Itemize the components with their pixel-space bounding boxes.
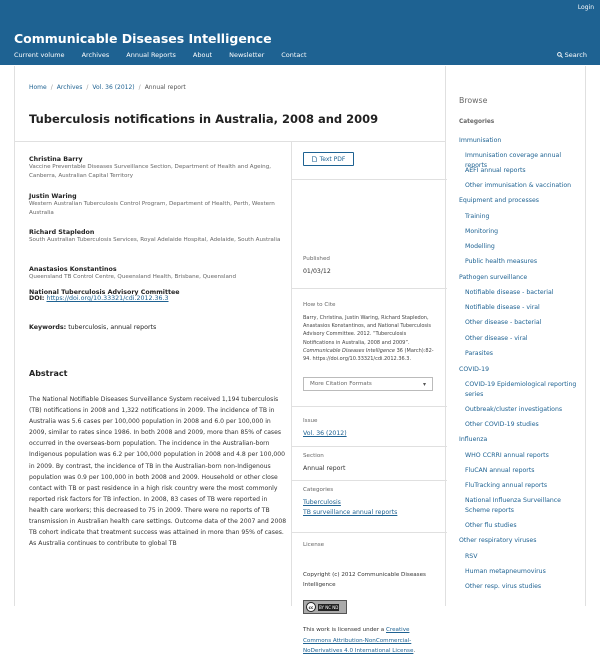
nav-annual-reports[interactable]: Annual Reports bbox=[126, 51, 176, 59]
site-title[interactable]: Communicable Diseases Intelligence bbox=[14, 31, 272, 46]
sidebar-subcategory[interactable]: Other resp. virus studies bbox=[465, 583, 542, 590]
sidebar-subcategory[interactable]: Outbreak/cluster investigations bbox=[465, 406, 563, 413]
category-link[interactable]: TB surveillance annual reports bbox=[303, 509, 398, 516]
divider bbox=[292, 288, 447, 289]
main-nav bbox=[14, 51, 324, 59]
sidebar-category[interactable]: Equipment and processes bbox=[459, 197, 539, 204]
sidebar-subcategory[interactable]: Other disease - viral bbox=[465, 335, 528, 342]
cc-badge-text: BY NC ND bbox=[319, 604, 339, 610]
license-suffix: . bbox=[413, 648, 416, 655]
section-value: Annual report bbox=[303, 465, 346, 472]
login-link[interactable]: Login bbox=[577, 4, 594, 11]
sidebar-subcategory[interactable]: RSV bbox=[465, 553, 478, 560]
sidebar-category[interactable]: COVID-19 bbox=[459, 366, 490, 373]
doi-line bbox=[29, 295, 169, 302]
search-icon bbox=[557, 52, 563, 58]
breadcrumb-volume[interactable]: Vol. 36 (2012) bbox=[92, 84, 135, 91]
nav-current-volume[interactable]: Current volume bbox=[14, 51, 65, 59]
sidebar-subcategory[interactable]: Notifiable disease - viral bbox=[465, 304, 540, 311]
license-label: License bbox=[303, 542, 325, 548]
citation-journal: Communicable Diseases Intelligence bbox=[303, 347, 396, 354]
doi-label: DOI: bbox=[29, 295, 45, 302]
sidebar-subcategory[interactable]: Other disease - bacterial bbox=[465, 319, 542, 326]
breadcrumb-archives[interactable]: Archives bbox=[56, 84, 83, 91]
sidebar-subcategory[interactable]: AEFI annual reports bbox=[465, 167, 526, 174]
author-affiliation: South Australian Tuberculosis Services, Royal Adelaide Hospital, Adelaide, South Australia bbox=[29, 237, 281, 243]
doi-link[interactable]: https://doi.org/10.33321/cdi.2012.36.3 bbox=[46, 295, 169, 302]
author-affiliation: Queensland TB Control Centre, Queensland Health, Brisbane, Queensland bbox=[29, 274, 237, 280]
divider bbox=[292, 480, 447, 481]
keywords-label: Keywords: bbox=[29, 324, 67, 331]
browse-heading: Browse bbox=[459, 96, 488, 105]
citation-text bbox=[303, 314, 435, 363]
article-details bbox=[291, 142, 446, 655]
citation-formats-label: More Citation Formats bbox=[310, 381, 372, 387]
search-label: Search bbox=[564, 51, 587, 59]
license-link[interactable]: Creative Commons Attribution-NonCommercial-NoDerivatives 4.0 International License bbox=[303, 627, 414, 655]
abstract-heading: Abstract bbox=[29, 369, 68, 378]
breadcrumb-separator: / bbox=[50, 84, 53, 91]
sidebar-subcategory[interactable]: Monitoring bbox=[465, 228, 499, 235]
section-label: Section bbox=[303, 453, 324, 459]
sidebar-category[interactable]: Pathogen surveillance bbox=[459, 274, 528, 281]
sidebar-subcategory[interactable]: Immunisation coverage annual reports bbox=[465, 152, 562, 169]
sidebar-subcategory[interactable]: Public health measures bbox=[465, 258, 538, 265]
divider bbox=[292, 446, 447, 447]
author-name: Richard Stapledon bbox=[29, 229, 95, 236]
article-title: Tuberculosis notifications in Australia, 2008 and 2009 bbox=[29, 112, 379, 126]
nav-contact[interactable]: Contact bbox=[281, 51, 307, 59]
categories-heading: Categories bbox=[459, 119, 495, 125]
author-entry bbox=[29, 193, 289, 218]
breadcrumb-home[interactable]: Home bbox=[29, 84, 47, 91]
file-icon bbox=[312, 156, 317, 162]
search-link[interactable] bbox=[557, 51, 587, 59]
main-content bbox=[15, 66, 446, 655]
breadcrumb-current: Annual report bbox=[144, 84, 186, 91]
chevron-down-icon: ▾ bbox=[422, 381, 426, 388]
sidebar-subcategory[interactable]: COVID-19 Epidemiological reporting series bbox=[465, 381, 577, 398]
license-prefix: This work is licensed under a bbox=[303, 627, 386, 633]
author-name: Justin Waring bbox=[29, 193, 77, 200]
divider bbox=[292, 532, 447, 533]
issue-label: Issue bbox=[303, 418, 318, 424]
cc-icon: cc bbox=[306, 602, 316, 612]
page-body bbox=[14, 66, 586, 655]
published-label: Published bbox=[303, 256, 330, 262]
citation-tail: 36 (March):82-94. https://doi.org/10.33321/cdi.2012.36.3. bbox=[303, 347, 434, 363]
sidebar-subcategory[interactable]: FluCAN annual reports bbox=[465, 467, 535, 474]
sidebar-subcategory[interactable]: Modelling bbox=[465, 243, 495, 250]
breadcrumb-separator: / bbox=[86, 84, 89, 91]
breadcrumb-separator: / bbox=[138, 84, 141, 91]
published-date: 01/03/12 bbox=[303, 268, 331, 275]
author-name: Christina Barry bbox=[29, 156, 83, 163]
site-header bbox=[0, 0, 600, 65]
author-affiliation: Vaccine Preventable Diseases Surveillance Section, Department of Health and Ageing, Canberra, Australian Capital Territory bbox=[29, 164, 272, 179]
sidebar bbox=[447, 66, 586, 606]
author-entry bbox=[29, 266, 289, 282]
nav-archives[interactable]: Archives bbox=[81, 51, 110, 59]
copyright-text: Copyright (c) 2012 Communicable Diseases Intelligence bbox=[303, 572, 426, 588]
sidebar-subcategory[interactable]: Other flu studies bbox=[465, 522, 517, 529]
keywords-line bbox=[29, 324, 156, 331]
divider bbox=[292, 179, 447, 180]
divider bbox=[292, 406, 447, 407]
categories-label: Categories bbox=[303, 487, 334, 493]
sidebar-category[interactable]: Other respiratory viruses bbox=[459, 537, 537, 544]
nav-about[interactable]: About bbox=[192, 51, 213, 59]
sidebar-subcategory[interactable]: Notifiable disease - bacterial bbox=[465, 289, 554, 296]
author-entry bbox=[29, 156, 289, 181]
author-name: Anastasios Konstantinos bbox=[29, 266, 117, 273]
pdf-download-button[interactable] bbox=[303, 152, 354, 166]
nav-newsletter[interactable]: Newsletter bbox=[229, 51, 265, 59]
citation-formats-dropdown[interactable] bbox=[303, 377, 433, 391]
author-entry bbox=[29, 229, 289, 245]
cc-license-badge[interactable] bbox=[303, 600, 347, 614]
sidebar-subcategory[interactable]: Parasites bbox=[465, 350, 493, 357]
pdf-label: Text PDF bbox=[319, 155, 346, 163]
sidebar-subcategory[interactable]: Other immunisation & vaccination bbox=[465, 182, 572, 189]
breadcrumb bbox=[29, 84, 186, 91]
license-statement bbox=[303, 625, 435, 657]
sidebar-subcategory[interactable]: Human metapneumovirus bbox=[465, 568, 546, 575]
sidebar-subcategory[interactable]: FluTracking annual reports bbox=[465, 482, 548, 489]
keywords-value: tuberculosis, annual reports bbox=[68, 324, 157, 331]
sidebar-category[interactable]: Influenza bbox=[459, 436, 488, 443]
sidebar-subcategory[interactable]: Other COVID-19 studies bbox=[465, 421, 539, 428]
sidebar-category[interactable]: Immunisation bbox=[459, 137, 502, 144]
category-link[interactable]: Tuberculosis bbox=[303, 499, 341, 506]
author-affiliation: Western Australian Tuberculosis Control Program, Department of Health, Perth, Western Australia bbox=[29, 201, 275, 216]
sidebar-subcategory[interactable]: Training bbox=[465, 213, 490, 220]
author-name: National Tuberculosis Advisory Committee bbox=[29, 289, 180, 296]
cite-label: How to Cite bbox=[303, 302, 336, 308]
citation-body: Barry, Christina, Justin Waring, Richard Stapledon, Anastasios Konstantinos, and National Tuberculosis Advisory Committee. 2012. “Tuberculosis Notifications in Australia, 2008 and 2009”. bbox=[303, 315, 431, 346]
sidebar-subcategory[interactable]: National Influenza Surveillance Scheme reports bbox=[465, 497, 561, 514]
sidebar-subcategory[interactable]: WHO CCRRI annual reports bbox=[465, 452, 549, 459]
issue-link[interactable]: Vol. 36 (2012) bbox=[303, 430, 347, 437]
abstract-text: The National Notifiable Diseases Surveillance System received 1,194 tuberculosis (TB) notifications in 2008 and 1,322 notifications in 2009. The incidence of TB in Australia was 5.6 cases per 100,000 population in 2008 and 6.0 per 100,000 in 2009, similar to rates since 1986. In both 2008 and 2009, more than 85% of cases occurred in the overseas-born population. The incidence in the Australian-born Indigenous population was 6.2 per 100,000 population in 2008 and 4.8 per 100,000 in 2009. By contrast, the incidence of TB in the Australian-born non-Indigenous population was 0.9 per 100,000 in both 2008 and 2009. Household or other close contact with TB or past residence in a high risk country were the most commonly reported risk factors for TB infection. In 2008, 83 cases of TB were reported in health care workers; this decreased to 75 in 2009. There were no reports of TB transmission in Australian health care settings. Outcome data of the 2007 and 2008 TB cohort indicate that treatment success was attained in more than 95% of cases. As Australia continues to contribute to global TB bbox=[29, 396, 287, 548]
